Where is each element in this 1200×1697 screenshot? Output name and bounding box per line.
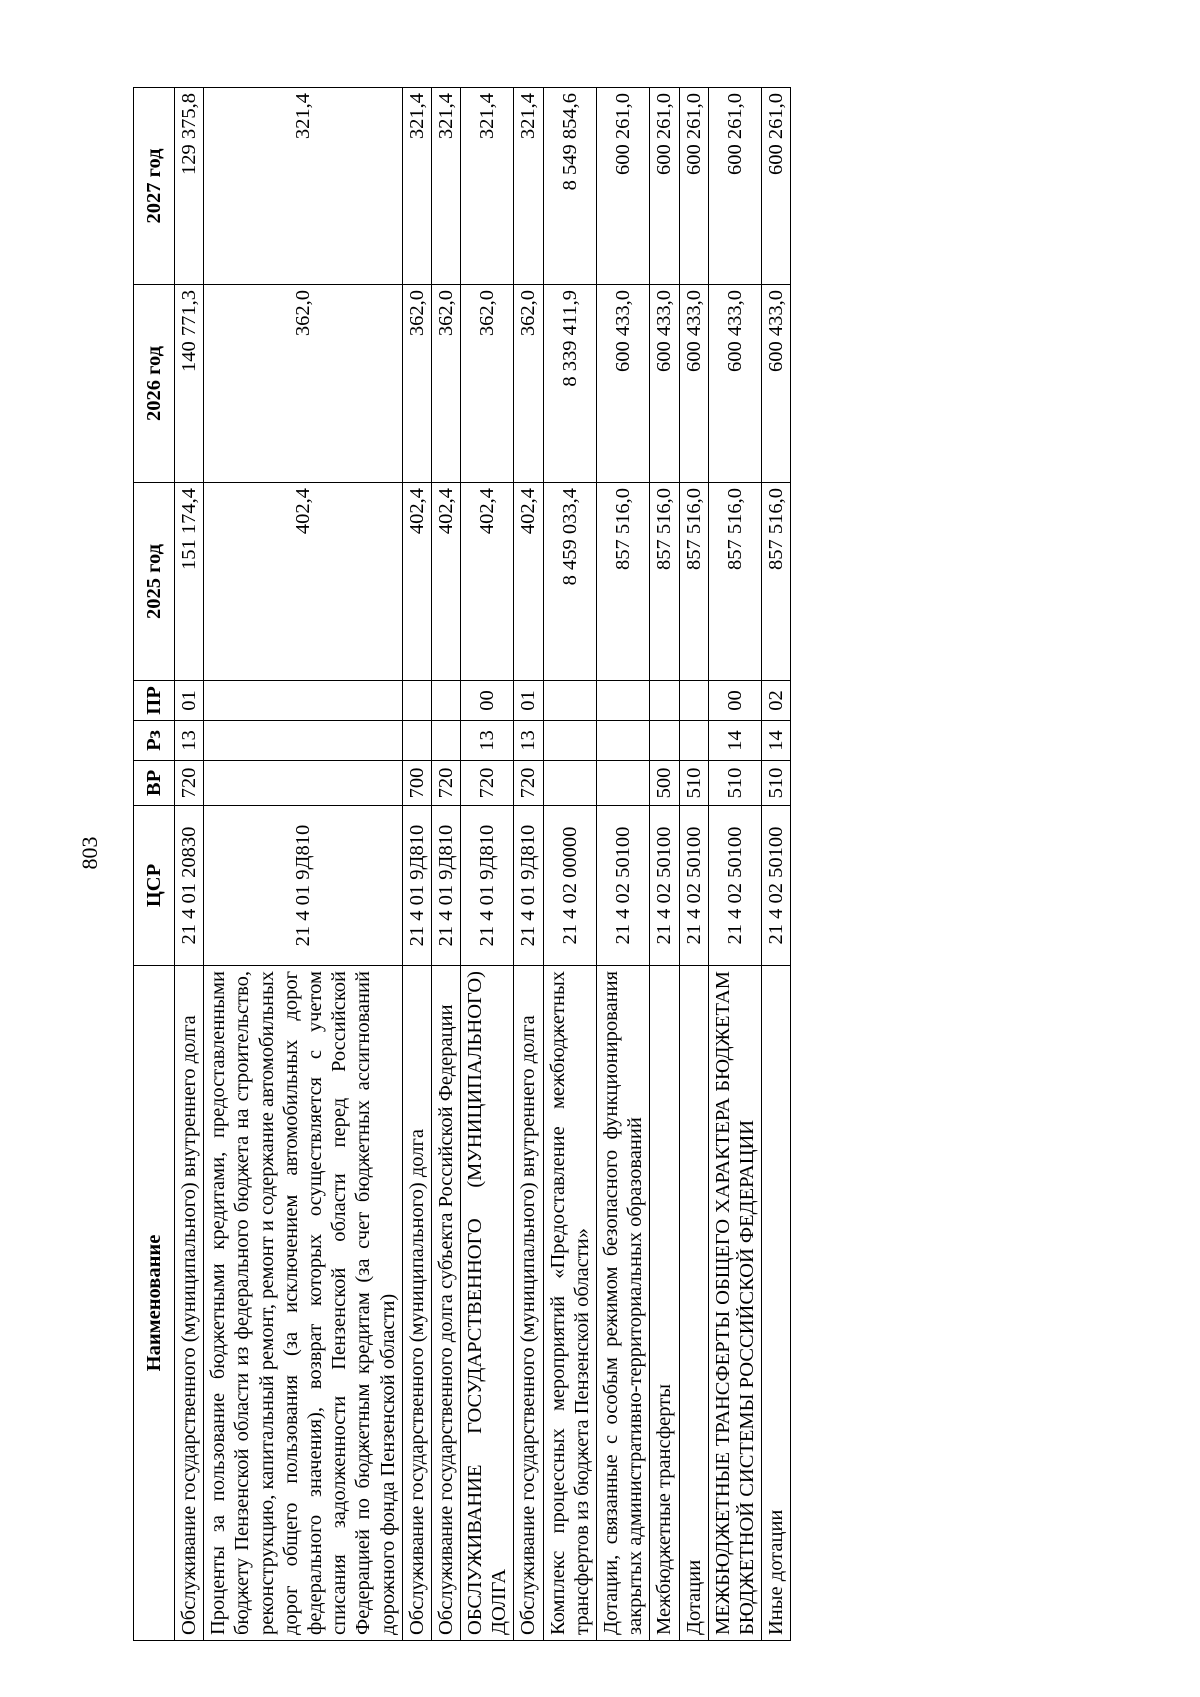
cell-pr: 00 [708, 681, 761, 721]
cell-pr [543, 681, 596, 721]
cell-name: Комплекс процессных мероприятий «Предоставление межбюджетных трансфертов из бюджета Пензенской области» [543, 966, 596, 1641]
cell-name: ОБСЛУЖИВАНИЕ ГОСУДАРСТВЕННОГО (МУНИЦИПАЛЬНОГО) ДОЛГА [461, 966, 514, 1641]
cell-rz [204, 721, 403, 761]
cell-name: Дотации, связанные с особым режимом безопасного функционирования закрытых административно-территориальных образований [597, 966, 650, 1641]
table-row [514, 88, 543, 1641]
cell-2025: 857 516,0 [679, 483, 708, 681]
cell-name: Обслуживание государственного (муниципального) внутреннего долга [514, 966, 543, 1641]
table-row [543, 88, 596, 1641]
cell-2027: 321,4 [402, 88, 431, 285]
page-number: 803 [77, 836, 102, 870]
table-row [679, 88, 708, 1641]
cell-2026: 8 339 411,9 [543, 285, 596, 483]
cell-pr [650, 681, 679, 721]
cell-pr [597, 681, 650, 721]
cell-2027: 600 261,0 [762, 88, 791, 285]
cell-2026: 600 433,0 [708, 285, 761, 483]
cell-rz [650, 721, 679, 761]
cell-2027: 8 549 854,6 [543, 88, 596, 285]
header-csr: ЦСР [134, 806, 175, 966]
cell-rz [431, 721, 460, 761]
cell-csr: 21 4 02 50100 [650, 806, 679, 966]
cell-2025: 857 516,0 [597, 483, 650, 681]
cell-pr [402, 681, 431, 721]
table-row [175, 88, 204, 1641]
header-pr: ПР [134, 681, 175, 721]
cell-vr: 510 [708, 761, 761, 806]
table-row [461, 88, 514, 1641]
table-row [204, 88, 403, 1641]
cell-csr: 21 4 02 50100 [762, 806, 791, 966]
cell-2026: 600 433,0 [679, 285, 708, 483]
header-vr: ВР [134, 761, 175, 806]
cell-name: Дотации [679, 966, 708, 1641]
cell-vr: 500 [650, 761, 679, 806]
cell-csr: 21 4 01 20830 [175, 806, 204, 966]
cell-name: Проценты за пользование бюджетными кредитами, предоставленными бюджету Пензенской области из федерального бюджета на строительство, реконструкцию, капитальный ремонт, ремонт и содержание автомобильных дорог общего пользования (за исключением автомобильных дорог федерального значения), возврат которых осуществляется с учетом списания задолженности Пензенской области перед Российской Федерацией по бюджетным кредитам (за счет бюджетных ассигнований дорожного фонда Пензенской области) [204, 966, 403, 1641]
cell-vr: 700 [402, 761, 431, 806]
cell-2025: 857 516,0 [762, 483, 791, 681]
cell-csr: 21 4 01 9Д810 [461, 806, 514, 966]
cell-pr: 02 [762, 681, 791, 721]
cell-2025: 857 516,0 [650, 483, 679, 681]
cell-vr [204, 761, 403, 806]
header-2026: 2026 год [134, 285, 175, 483]
cell-rz [679, 721, 708, 761]
header-name: Наименование [134, 966, 175, 1641]
cell-2027: 321,4 [514, 88, 543, 285]
budget-table [133, 87, 791, 1641]
cell-name: Обслуживание государственного (муниципального) долга [402, 966, 431, 1641]
rotated-page-area [133, 88, 1200, 1635]
cell-name: Иные дотации [762, 966, 791, 1641]
cell-2026: 362,0 [204, 285, 403, 483]
cell-vr: 510 [762, 761, 791, 806]
cell-vr: 720 [431, 761, 460, 806]
cell-rz: 14 [762, 721, 791, 761]
cell-2026: 362,0 [431, 285, 460, 483]
cell-name: Межбюджетные трансферты [650, 966, 679, 1641]
cell-pr: 00 [461, 681, 514, 721]
cell-2025: 402,4 [431, 483, 460, 681]
cell-2026: 362,0 [402, 285, 431, 483]
cell-vr [597, 761, 650, 806]
cell-name: Обслуживание государственного (муниципального) внутреннего долга [175, 966, 204, 1641]
cell-rz: 13 [514, 721, 543, 761]
cell-2025: 402,4 [461, 483, 514, 681]
table-container [133, 88, 1063, 1641]
cell-2027: 600 261,0 [679, 88, 708, 285]
cell-pr [204, 681, 403, 721]
cell-vr: 720 [514, 761, 543, 806]
table-row [762, 88, 791, 1641]
cell-rz: 14 [708, 721, 761, 761]
cell-rz [543, 721, 596, 761]
cell-2027: 321,4 [461, 88, 514, 285]
header-2027: 2027 год [134, 88, 175, 285]
cell-2025: 857 516,0 [708, 483, 761, 681]
cell-vr [543, 761, 596, 806]
cell-pr: 01 [514, 681, 543, 721]
cell-pr: 01 [175, 681, 204, 721]
cell-2026: 140 771,3 [175, 285, 204, 483]
cell-2025: 402,4 [514, 483, 543, 681]
cell-2026: 600 433,0 [597, 285, 650, 483]
cell-csr: 21 4 01 9Д810 [204, 806, 403, 966]
table-row [650, 88, 679, 1641]
cell-2027: 600 261,0 [650, 88, 679, 285]
table-row [708, 88, 761, 1641]
cell-csr: 21 4 01 9Д810 [402, 806, 431, 966]
header-rz: Рз [134, 721, 175, 761]
cell-pr [431, 681, 460, 721]
table-row [402, 88, 431, 1641]
cell-csr: 21 4 02 50100 [597, 806, 650, 966]
cell-csr: 21 4 01 9Д810 [514, 806, 543, 966]
cell-name: МЕЖБЮДЖЕТНЫЕ ТРАНСФЕРТЫ ОБЩЕГО ХАРАКТЕРА БЮДЖЕТАМ БЮДЖЕТНОЙ СИСТЕМЫ РОССИЙСКОЙ ФЕДЕРАЦИИ [708, 966, 761, 1641]
cell-2027: 321,4 [431, 88, 460, 285]
cell-2027: 600 261,0 [597, 88, 650, 285]
cell-2026: 600 433,0 [650, 285, 679, 483]
cell-2026: 362,0 [514, 285, 543, 483]
cell-csr: 21 4 02 50100 [708, 806, 761, 966]
cell-name: Обслуживание государственного долга субъекта Российской Федерации [431, 966, 460, 1641]
header-2025: 2025 год [134, 483, 175, 681]
cell-2025: 8 459 033,4 [543, 483, 596, 681]
cell-pr [679, 681, 708, 721]
cell-vr: 720 [461, 761, 514, 806]
cell-vr: 720 [175, 761, 204, 806]
cell-2025: 151 174,4 [175, 483, 204, 681]
cell-rz [402, 721, 431, 761]
table-row [431, 88, 460, 1641]
cell-rz [597, 721, 650, 761]
cell-2025: 402,4 [204, 483, 403, 681]
cell-2027: 129 375,8 [175, 88, 204, 285]
cell-2026: 362,0 [461, 285, 514, 483]
table-row [597, 88, 650, 1641]
cell-rz: 13 [461, 721, 514, 761]
cell-rz: 13 [175, 721, 204, 761]
cell-csr: 21 4 01 9Д810 [431, 806, 460, 966]
cell-2026: 600 433,0 [762, 285, 791, 483]
cell-2025: 402,4 [402, 483, 431, 681]
table-header-row [134, 88, 175, 1641]
cell-2027: 321,4 [204, 88, 403, 285]
cell-vr: 510 [679, 761, 708, 806]
cell-csr: 21 4 02 00000 [543, 806, 596, 966]
cell-csr: 21 4 02 50100 [679, 806, 708, 966]
cell-2027: 600 261,0 [708, 88, 761, 285]
